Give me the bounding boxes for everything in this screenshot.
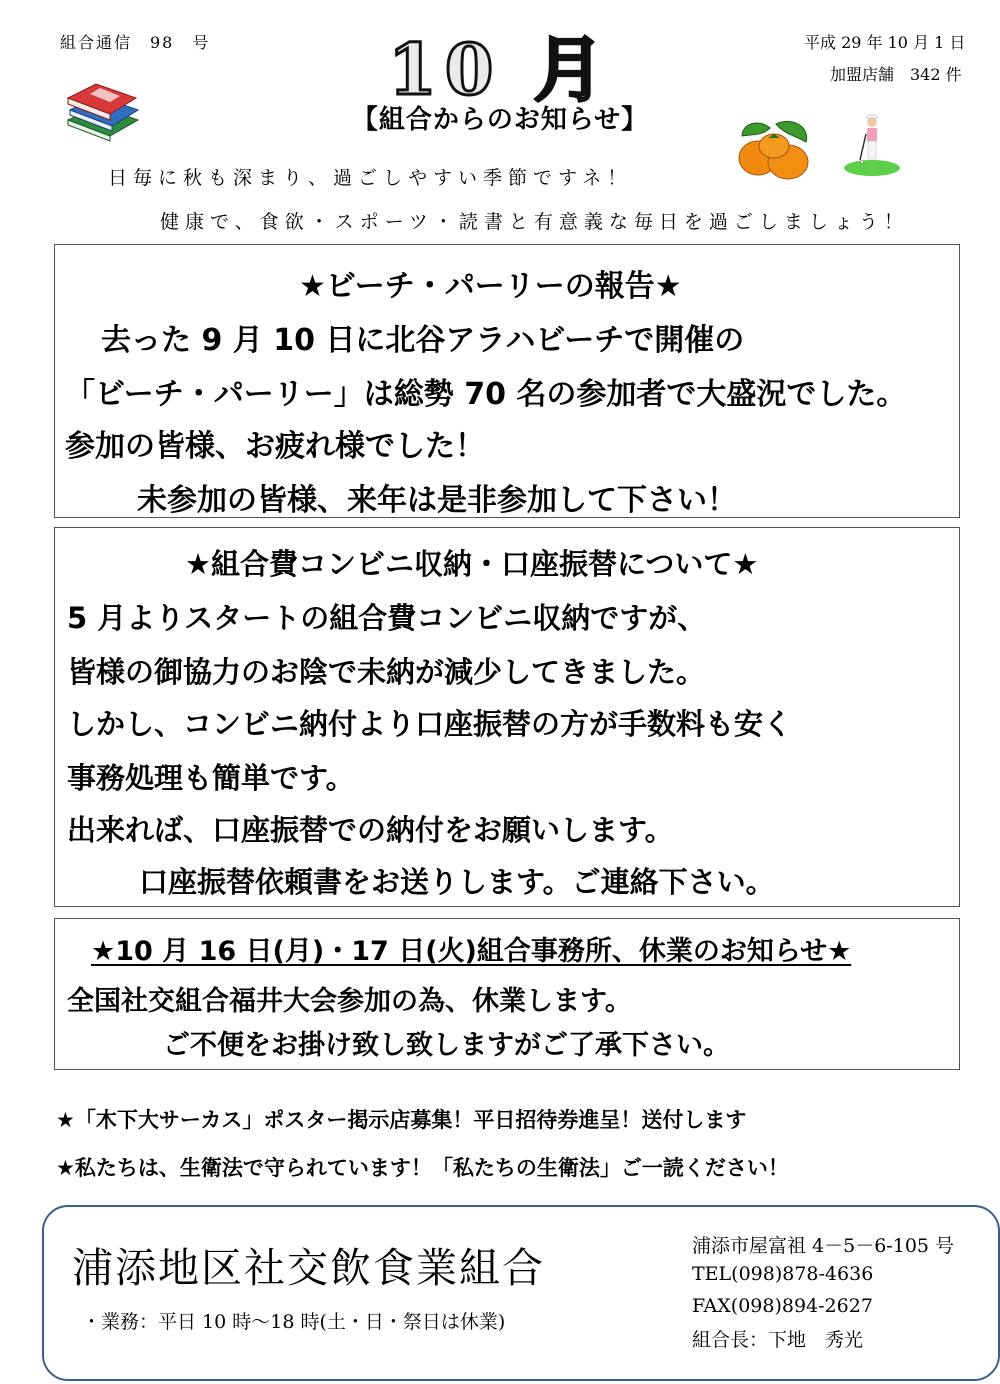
section-line: ご不便をお掛け致し致しますがご了承下さい。 [163, 1030, 730, 1061]
books-icon [64, 80, 142, 142]
section-line: 未参加の皆様、来年は是非参加して下さい！ [137, 483, 737, 518]
business-hours: ・業務：平日 10 時～18 時(土・日・祭日は休業) [82, 1311, 506, 1333]
golfer-icon [840, 112, 902, 178]
organization-name: 浦添地区社交飲食業組合 [72, 1244, 545, 1292]
greeting-line-1: 日毎に秋も深まり、過ごしやすい季節ですネ！ [108, 167, 633, 189]
fax-number: FAX(098)894-2627 [692, 1295, 873, 1317]
beach-party-report-box [54, 244, 960, 518]
phone-number: TEL(098)878-4636 [692, 1263, 874, 1285]
section-line: しかし、コンビニ納付より口座振替の方が手数料も安く [67, 707, 793, 741]
section-line: 出来れば、口座振替での納付をお願いします。 [67, 813, 674, 847]
month-heading: 10 月 [388, 28, 612, 111]
section-title: ★ビーチ・パーリーの報告★ [299, 269, 682, 304]
greeting-line-2: 健康で、食欲・スポーツ・読書と有意義な毎日を過ごしましょう！ [160, 211, 909, 233]
chairman: 組合長：下地 秀光 [692, 1329, 864, 1351]
office-closure-box [54, 918, 960, 1070]
section-line: 参加の皆様、お疲れ様でした！ [65, 429, 485, 464]
section-line: 「ビーチ・パーリー」は総勢 70 名の参加者で大盛況でした。 [65, 377, 907, 412]
organization-footer [42, 1205, 1000, 1381]
persimmon-icon [736, 118, 812, 182]
issue-number: 組合通信 98 号 [60, 33, 211, 52]
section-line: 5 月よりスタートの組合費コンビニ収納ですが、 [67, 601, 707, 635]
section-line: 事務処理も簡単です。 [67, 761, 355, 795]
page-subtitle: 【組合からのお知らせ】 [351, 105, 649, 135]
section-title: ★10 月 16 日(月)・17 日(火)組合事務所、休業のお知らせ★ [91, 936, 852, 967]
union-fee-payment-box [54, 527, 960, 907]
section-line: 去った 9 月 10 日に北谷アラハビーチで開催の [101, 323, 745, 358]
issue-date: 平成 29 年 10 月 1 日 [804, 33, 966, 52]
section-line: 口座振替依頼書をお送りします。ご連絡下さい。 [139, 865, 775, 899]
circus-poster-note: ★「木下大サーカス」ポスター掲示店募集！平日招待券進呈！送付します [56, 1108, 747, 1132]
section-title: ★組合費コンビニ収納・口座振替について★ [185, 547, 759, 581]
address: 浦添市屋富祖 4－5－6-105 号 [692, 1235, 955, 1257]
section-line: 全国社交組合福井大会参加の為、休業します。 [67, 986, 632, 1017]
hygiene-law-note: ★私たちは、生衛法で守られています！「私たちの生衛法」ご一読ください！ [56, 1156, 789, 1180]
section-line: 皆様の御協力のお陰で未納が減少してきました。 [67, 655, 706, 689]
member-shop-count: 加盟店舗 342 件 [830, 65, 962, 84]
